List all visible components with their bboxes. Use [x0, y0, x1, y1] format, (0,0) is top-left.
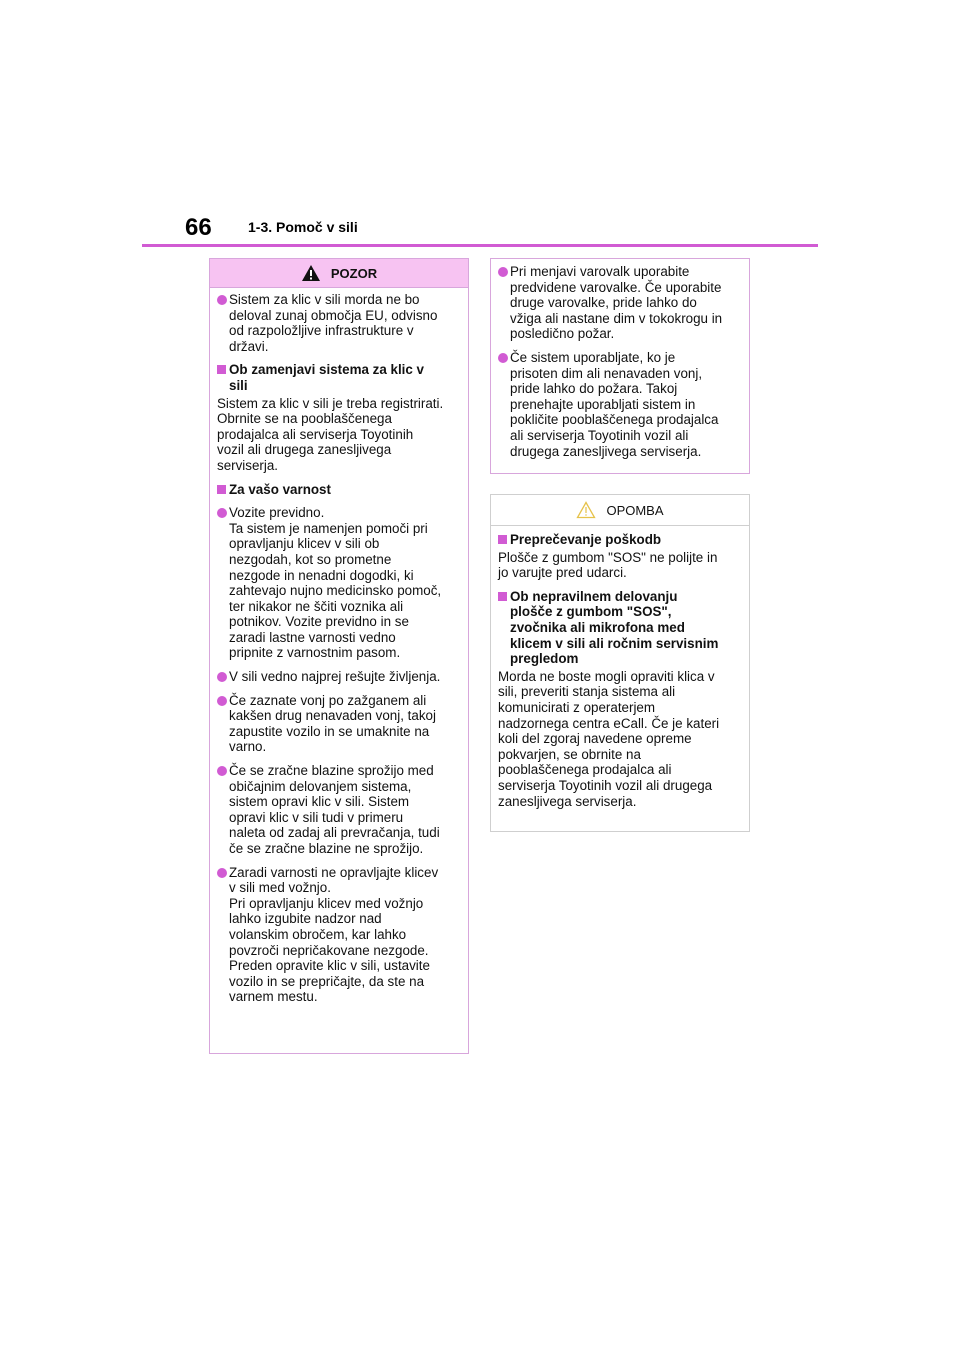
notice-box [490, 494, 750, 832]
subheading-text: Za vašo varnost [229, 481, 331, 497]
caution-body [210, 288, 468, 1021]
bullet-text: Pri menjavi varovalk uporabite predvidene varovalke. Če uporabite druge varovalke, pride lahko do vžiga ali nastane dim v tokokrogu in posledično požar. [510, 264, 723, 342]
bullet-text: Vozite previdno. Ta sistem je namenjen pomoči pri opravljanju klicev v sili ob nezgodah, kot so prometne nezgode in nenadni dogodki, ki zahtevajo nujno medicinsko pomoč, ter nikakor ne ščiti voznika ali potnikov. Vozite previdno in se zaradi lastne varnosti vedno pripnite z varnostnim pasom. [229, 505, 442, 661]
subheading [217, 362, 462, 393]
caution-continued-body [491, 259, 749, 475]
bullet-text: Sistem za klic v sili morda ne bo deloval zunaj območja EU, odvisno od razpoložljive infrastrukture v državi. [229, 292, 438, 354]
bullet-item [498, 264, 743, 342]
page-number: 66 [185, 214, 212, 241]
bullet-text: Če zaznate vonj po zažganem ali kakšen drug nenavaden vonj, takoj zapustite vozilo in se umaknite na varno. [229, 692, 436, 755]
paragraph-text: Morda ne boste mogli opraviti klica v sili, preveriti stanja sistema ali komunicirati z operaterjem nadzornega centra eCall. Če je kateri koli del zgoraj navedene opreme pokvarjen, se obrnite na pooblaščenega prodajalca ali serviserja Toyotinih vozil ali drugega zanesljivega serviserja. [498, 668, 720, 809]
caution-box-header [210, 259, 468, 288]
paragraph [498, 550, 743, 581]
notice-icon [576, 501, 596, 519]
paragraph [498, 669, 743, 809]
bullet-text: Zaradi varnosti ne opravljajte klicev v sili med vožnjo. Pri opravljanju klicev med vožnjo lahko izgubite nadzor nad volanskim obročem, kar lahko povzroči nepričakovane nezgode. Preden opravite klic v sili, ustavite vozilo in se prepričajte, da ste na varnem mestu. [229, 864, 439, 1005]
subheading [217, 482, 462, 498]
bullet-item [217, 763, 462, 857]
bullet-item [217, 865, 462, 1005]
bullet-text: Če sistem uporabljate, ko je prisoten dim ali nenavaden vonj, pride lahko do požara. Takoj prenehajte uporabljati sistem in pokličite pooblaščenega prodajalca ali serviserja Toyotinih vozil ali drugega zanesljivega serviserja. [510, 349, 719, 459]
bullet-item [498, 350, 743, 459]
subheading [498, 589, 743, 667]
paragraph-text: Sistem za klic v sili je treba registrirati. Obrnite se na pooblaščenega prodajalca ali serviserja Toyotinih vozil ali drugega zanesljivega serviserja. [217, 395, 444, 473]
bullet-text: V sili vedno najprej rešujte življenja. [229, 669, 441, 685]
caution-box [209, 258, 469, 1054]
caution-title: POZOR [330, 265, 378, 281]
bullet-text: Če se zračne blazine sprožijo med običajnim delovanjem sistema, sistem opravi klic v sili. Sistem opravi klic v sili tudi v primeru naleta od zadaj ali prevračanja, tudi če se zračne blazine ne sprožijo. [229, 763, 440, 856]
paragraph-text: Plošče z gumbom "SOS" ne polijte in jo varujte pred udarci. [498, 549, 718, 581]
subheading [498, 532, 743, 548]
warning-icon [301, 264, 321, 282]
bullet-item [217, 693, 462, 755]
notice-body [491, 526, 749, 825]
bullet-item [217, 669, 462, 685]
bullet-item [217, 292, 462, 354]
caution-continued-box [490, 258, 750, 474]
subheading-text: Ob zamenjavi sistema za klic v sili [229, 362, 425, 393]
notice-box-header [491, 495, 749, 526]
subheading-text: Preprečevanje poškodb [510, 532, 662, 547]
paragraph [217, 396, 462, 474]
notice-title: OPOMBA [606, 502, 664, 518]
header-rule [142, 244, 818, 247]
bullet-item [217, 505, 462, 661]
subheading-text: Ob nepravilnem delovanju plošče z gumbom "SOS", zvočnika ali mikrofona med klicem v sili ali ročnim servisnim pregledom [510, 588, 719, 667]
section-title: 1-3. Pomoč v sili [248, 219, 358, 235]
